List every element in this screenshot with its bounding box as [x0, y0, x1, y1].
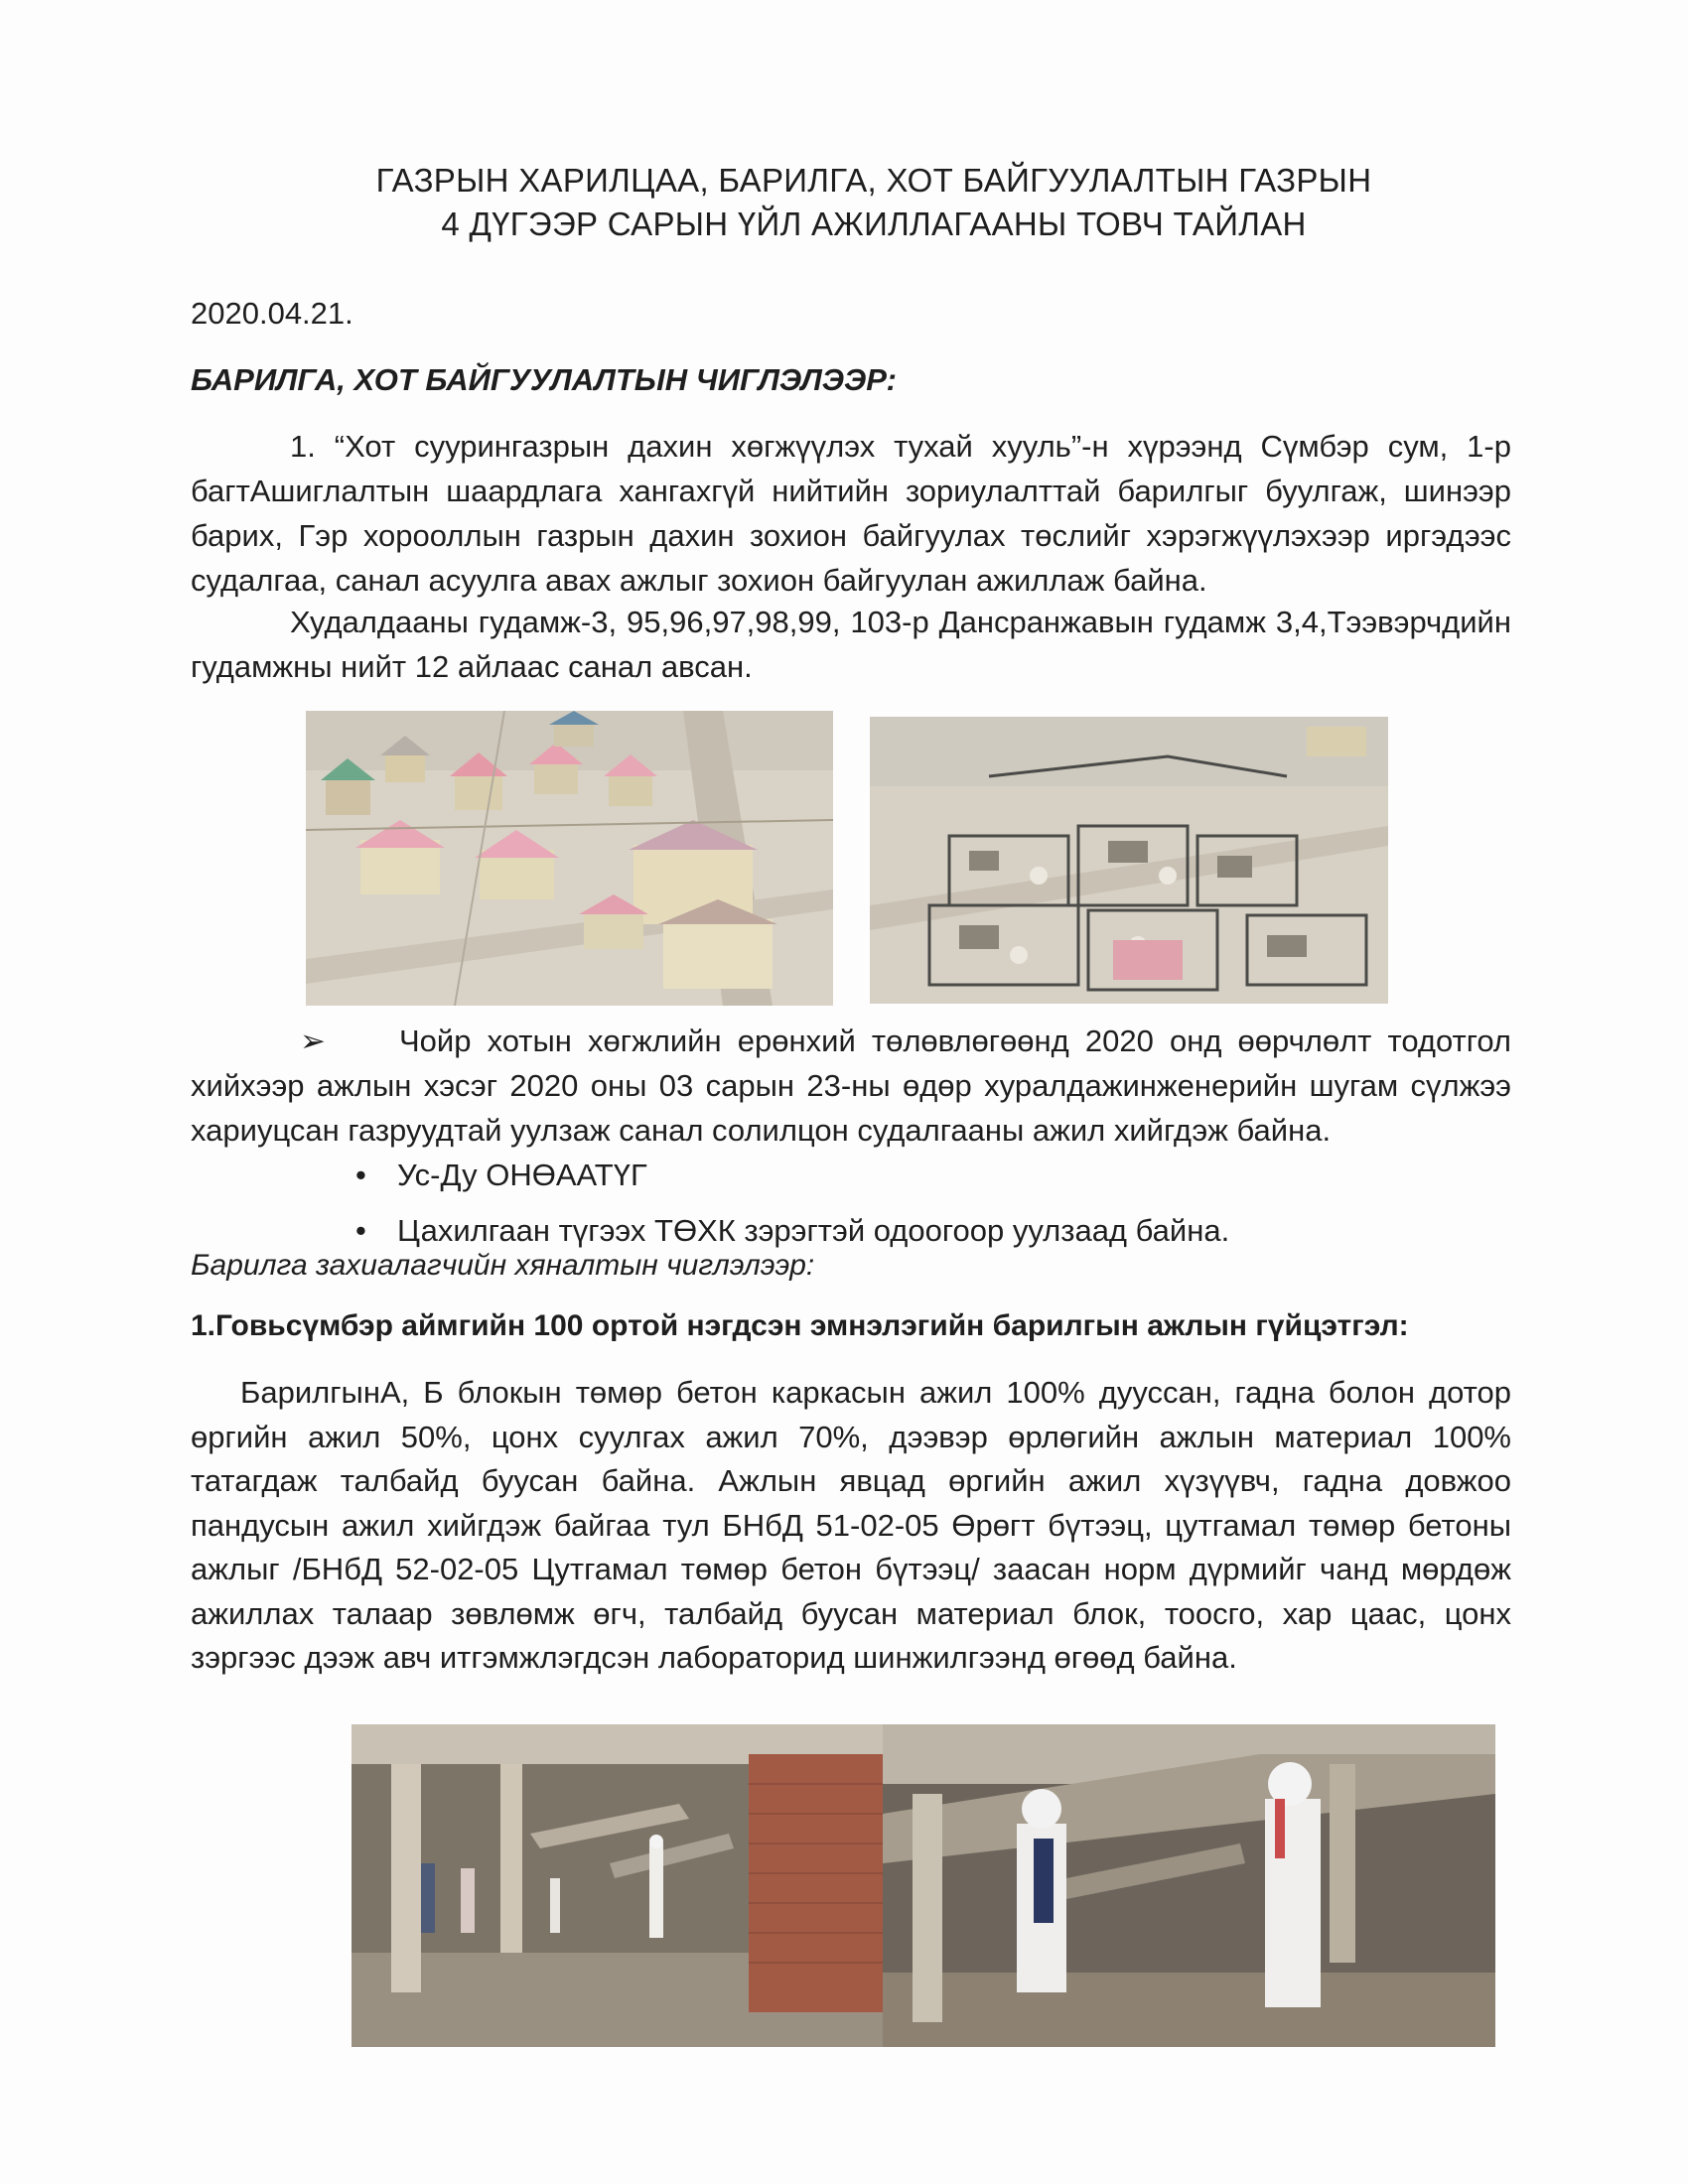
document-title-line-1: ГАЗРЫН ХАРИЛЦАА, БАРИЛГА, ХОТ БАЙГУУЛАЛТЫН ГАЗРЫН — [375, 162, 1372, 199]
sub-heading: Барилга захиалагчийн хяналтын чиглэлээр: — [191, 1249, 815, 1282]
paragraph-2-text: Худалдааны гудамж-3, 95,96,97,98,99, 103-р Дансранжавын гудамж 3,4,Тээвэрчдийн гудамжны нийт 12 айлаас санал авсан. — [191, 605, 1511, 684]
document-title-line-2: 4 ДҮГЭЭР САРЫН ҮЙЛ АЖИЛЛАГААНЫ ТОВЧ ТАЙЛАН — [441, 205, 1307, 242]
photo-aerial-ger-district — [870, 717, 1388, 1004]
list-item-text: Цахилгаан түгээх ТӨХК зэрэгтэй одоогоор уулзаад байна. — [397, 1213, 1230, 1248]
paragraph-4-text: БарилгынА, Б блокын төмөр бетон каркасын ажил 100% дууссан, гадна болон дотор өргийн ажил 50%, цонх суулгах ажил 70%, дээвэр өрлөгийн ажлын материал 100% татагдаж талбайд буусан байна. Ажлын явцад өргийн ажил хүзүүвч, гадна довжоо пандусын ажил хийгдэж байгаа тул БНбД 51-02-05 Өрөгт бүтээц, цутгамал төмөр бетоны ажлыг /БНбД 52-02-05 Цутгамал төмөр бетон бүтээц/ заасан норм дүрмийг чанд мөрдөж ажиллах талаар зөвлөмж өгч, талбайд буусан материал блок, тоосго, хар цаас, цонх зэргээс дээж авч итгэмжлэгдсэн лабораторид шинжилгээнд өгөөд байна. — [191, 1375, 1511, 1675]
paragraph-4 — [191, 1371, 1511, 1681]
section-heading: БАРИЛГА, ХОТ БАЙГУУЛАЛТЫН ЧИГЛЭЛЭЭР: — [191, 362, 897, 397]
photo-construction-interior-2 — [883, 1724, 1495, 2047]
paragraph-1-text: 1. “Хот суурингазрын дахин хөгжүүлэх тухай хууль”-н хүрээнд Сүмбэр сум, 1-р багтАшиглалтын шаардлага хангахгүй нийтийн зориулалттай барилгыг буулгаж, шинээр барих, Гэр хорооллын газрын дахин зохион байгуулах төслийг хэрэгжүүлэхээр иргэдээс судалгаа, санал асуулга авах ажлыг зохион байгуулан ажиллаж байна. — [191, 429, 1511, 598]
paragraph-3-text: Чойр хотын хөгжлийн ерөнхий төлөвлөгөөнд 2020 онд өөрчлөлт тодотгол хийхээр ажлын хэсэг 2020 оны 03 сарын 23-ны өдөр хуралдажинженерийн шугам сүлжээ хариуцсан газруудтай уулзаж санал солилцон судалгааны ажил хийгдэж байна. — [191, 1024, 1511, 1148]
photo-construction-interior-1 — [352, 1724, 883, 2047]
photo-aerial-houses — [306, 711, 833, 1006]
report-date: 2020.04.21. — [191, 296, 353, 331]
arrow-bullet-icon: ➢ — [300, 1024, 326, 1058]
bullet-icon: • — [355, 1158, 366, 1192]
bullet-icon: • — [355, 1213, 366, 1248]
paragraph-1 — [191, 424, 1511, 603]
bullet-list — [355, 1148, 1229, 1259]
list-item-text: Ус-Ду ОНӨААТҮГ — [397, 1158, 647, 1192]
paragraph-2 — [191, 600, 1511, 689]
paragraph-3 — [191, 1019, 1511, 1153]
item-heading: 1.Говьсүмбэр аймгийн 100 ортой нэгдсэн эмнэлэгийн барилгын ажлын гүйцэтгэл: — [191, 1309, 1409, 1342]
list-item — [355, 1148, 1229, 1203]
